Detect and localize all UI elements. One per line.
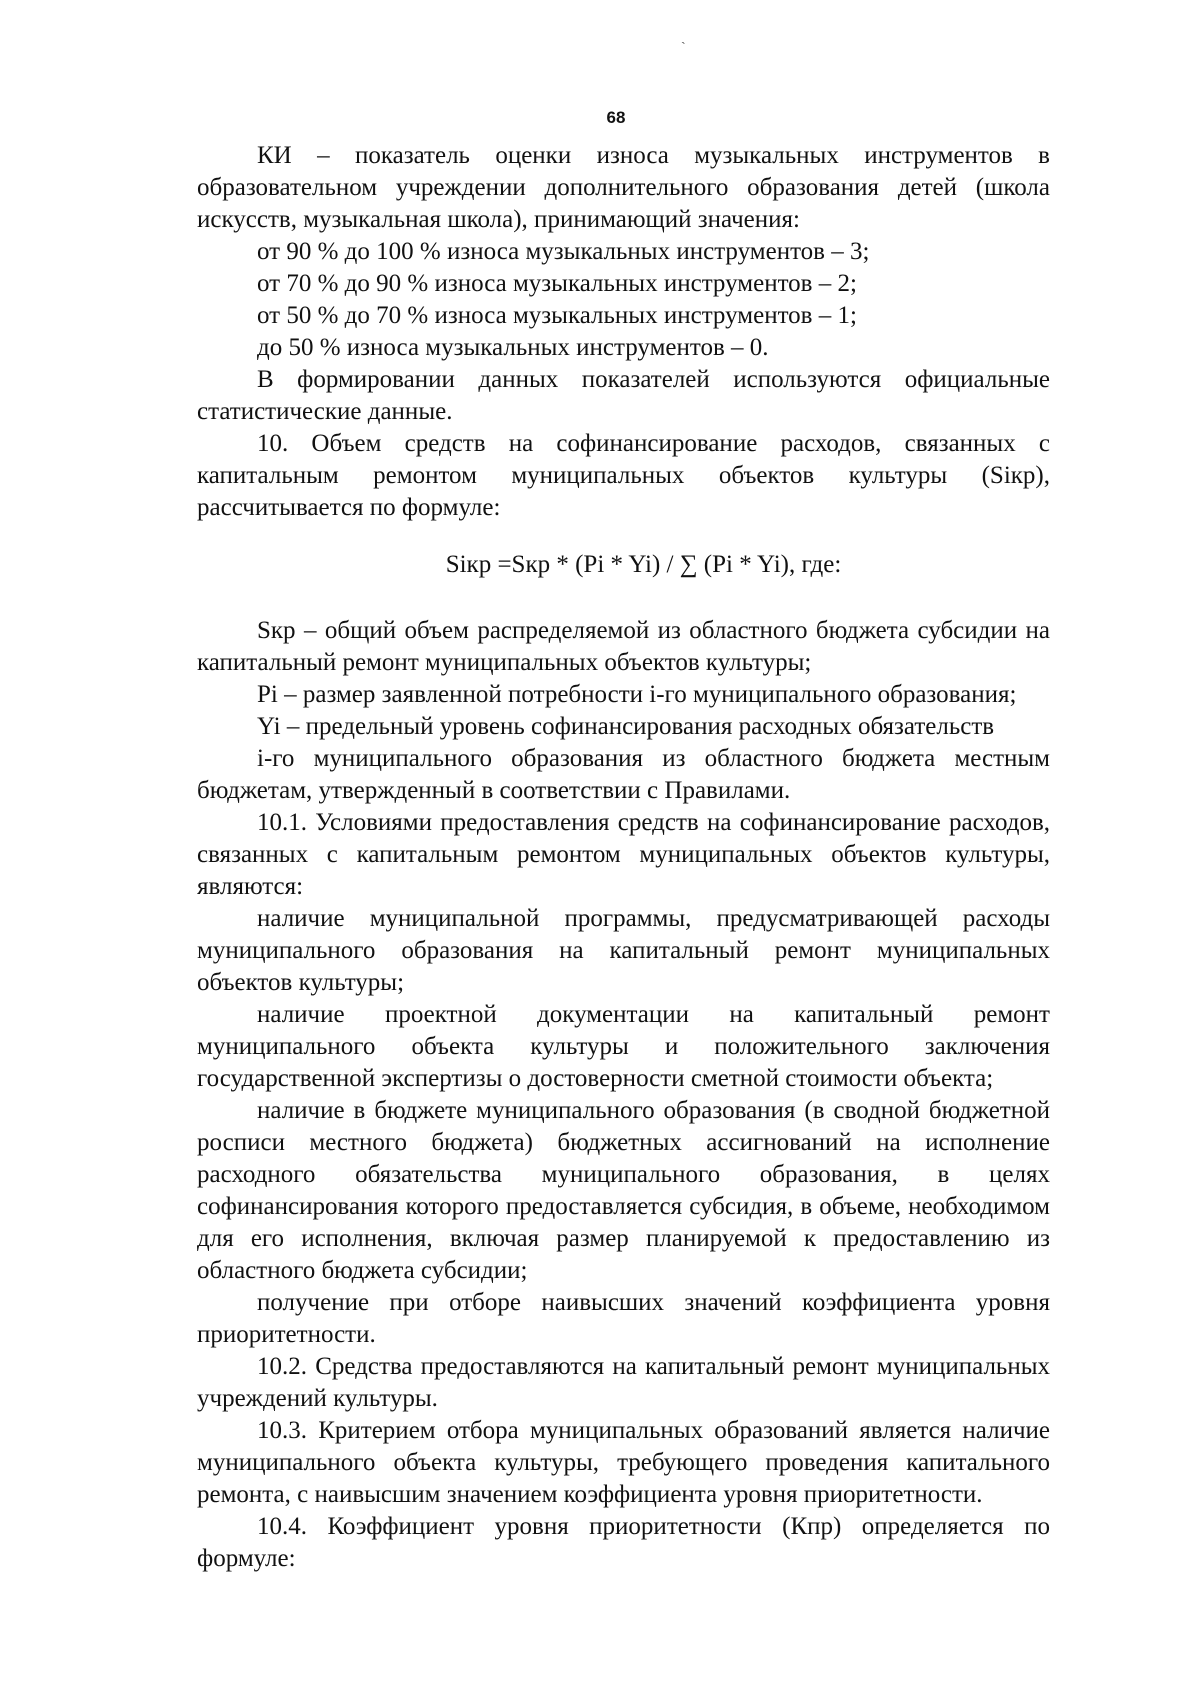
paragraph-statistics: В формировании данных показателей используются официальные статистические данные. <box>197 366 1050 425</box>
list-item-50-70: от 50 % до 70 % износа музыкальных инструментов – 1; <box>257 302 857 329</box>
scan-mark: ˎ <box>681 30 686 45</box>
paragraph-ki-definition: КИ – показатель оценки износа музыкальных инструментов в образовательном учреждении дополнительного образования детей (школа искусств, музыкальная школа), принимающий значения: <box>197 142 1050 233</box>
paragraph-pi: Pi – размер заявленной потребности i-го муниципального образования; <box>257 681 1017 708</box>
condition-documentation: наличие проектной документации на капитальный ремонт муниципального объекта культуры и положительного заключения государственной экспертизы о достоверности сметной стоимости объекта; <box>197 1001 1050 1092</box>
condition-budget: наличие в бюджете муниципального образования (в сводной бюджетной росписи местного бюджета) бюджетных ассигнований на исполнение расходного обязательства муниципального образования, в целях софинансирования которого предоставляется субсидия, в объеме, необходимом для его исполнения, включая размер планируемой к предоставлению из областного бюджета субсидии; <box>197 1097 1050 1284</box>
list-item-70-90: от 70 % до 90 % износа музыкальных инструментов – 2; <box>257 270 857 297</box>
paragraph-section-10: 10. Объем средств на софинансирование расходов, связанных с капитальным ремонтом муниципальных объектов культуры (Siкр), рассчитывается по формуле: <box>197 430 1050 521</box>
condition-priority: получение при отборе наивысших значений коэффициента уровня приоритетности. <box>197 1289 1050 1348</box>
paragraph-section-10-1: 10.1. Условиями предоставления средств на софинансирование расходов, связанных с капитальным ремонтом муниципальных объектов культуры, являются: <box>197 809 1050 900</box>
paragraph-section-10-3: 10.3. Критерием отбора муниципальных образований является наличие муниципального объекта культуры, требующего проведения капитального ремонта, с наивысшим значением коэффициента уровня приоритетности. <box>197 1417 1050 1508</box>
paragraph-yi-continued: i-го муниципального образования из областного бюджета местным бюджетам, утвержденный в соответствии с Правилами. <box>197 745 1050 804</box>
paragraph-section-10-2: 10.2. Средства предоставляются на капитальный ремонт муниципальных учреждений культуры. <box>197 1353 1050 1412</box>
page-number: 68 <box>606 108 626 127</box>
paragraph-skr: Sкр – общий объем распределяемой из областного бюджета субсидии на капитальный ремонт муниципальных объектов культуры; <box>197 617 1050 676</box>
list-item-90-100: от 90 % до 100 % износа музыкальных инструментов – 3; <box>257 238 870 265</box>
paragraph-yi: Yi – предельный уровень софинансирования расходных обязательств <box>257 713 995 740</box>
list-item-below-50: до 50 % износа музыкальных инструментов – 0. <box>257 334 769 361</box>
paragraph-section-10-4: 10.4. Коэффициент уровня приоритетности (Кпр) определяется по формуле: <box>197 1513 1050 1572</box>
condition-program: наличие муниципальной программы, предусматривающей расходы муниципального образования на капитальный ремонт муниципальных объектов культуры; <box>197 905 1050 996</box>
formula-sikr: Siкр =Sкр * (Pi * Yi) / ∑ (Pi * Yi), где: <box>445 551 842 578</box>
